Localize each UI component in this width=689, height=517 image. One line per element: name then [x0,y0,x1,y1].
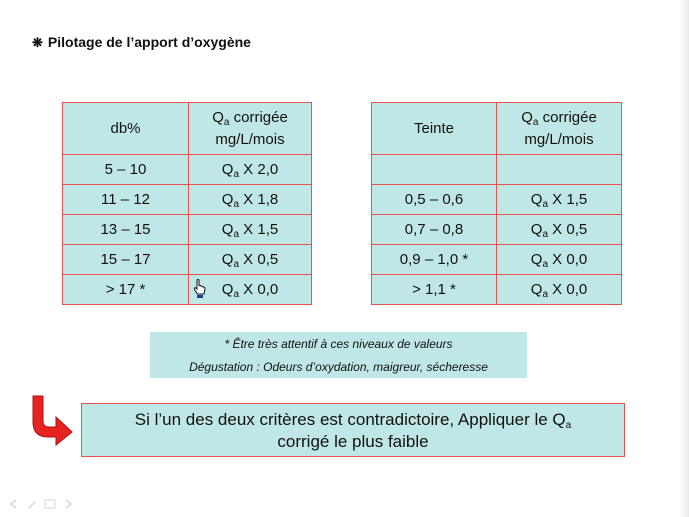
range-cell: 11 – 12 [63,185,189,215]
pen-icon[interactable] [26,497,38,509]
note-line-2: Dégustation : Odeurs d’oxydation, maigreur, sécheresse [189,360,488,374]
header-db: db% [63,103,189,155]
next-slide-icon[interactable] [62,497,74,509]
header-q-rest: corrigée [538,108,597,126]
factor-cell [189,185,312,215]
menu-icon[interactable] [44,497,56,509]
table-row [63,155,312,185]
q-symbol: Q [530,221,543,238]
header-q: Q [212,108,224,126]
table-row [63,245,312,275]
header-unit: mg/L/mois [524,130,594,148]
q-symbol: Q [221,161,234,178]
table-row [372,185,622,215]
table-teinte [371,102,622,305]
factor-cell [497,185,622,215]
hand-cursor-icon [193,279,207,299]
header-q-corrigee [497,103,622,155]
factor-cell [189,215,312,245]
note-box [150,332,527,378]
factor-cell [497,245,622,275]
table-row [63,185,312,215]
header-teinte: Teinte [372,103,497,155]
table-row [372,155,622,185]
factor-cell [189,155,312,185]
table-header-row [63,103,312,155]
prev-slide-icon[interactable] [8,497,20,509]
slide-edge [679,0,689,517]
callout-q-sub: a [565,420,572,431]
header-q: Q [521,108,533,126]
header-q-rest: corrigée [229,108,288,126]
q-sub: a [542,259,549,270]
q-sub: a [233,259,240,270]
q-symbol: Q [530,251,543,268]
q-sub: a [233,229,240,240]
q-sub: a [542,199,549,210]
range-cell: 0,5 – 0,6 [372,185,497,215]
header-unit: mg/L/mois [215,130,285,148]
q-sub: a [233,169,240,180]
factor-value: X 0,5 [239,251,279,268]
q-sub: a [233,199,240,210]
range-cell: 13 – 15 [63,215,189,245]
q-sub: a [233,289,240,300]
factor-value: X 1,5 [239,221,279,238]
factor-cell [497,155,622,185]
table-row [372,215,622,245]
table-db-percent [62,102,312,305]
gear-bullet-icon: ❋ [32,35,43,50]
factor-cell [189,245,312,275]
header-q-sub: a [223,116,230,128]
callout-text-line-2: corrigé le plus faible [277,432,429,451]
factor-value: X 0,0 [548,281,588,298]
factor-value: X 0,5 [548,221,588,238]
range-cell [372,155,497,185]
header-q-corrigee [189,103,312,155]
range-cell: 5 – 10 [63,155,189,185]
factor-value: X 2,0 [239,161,279,178]
note-line-1: * Être très attentif à ces niveaux de valeurs [224,337,453,351]
factor-value: X 0,0 [548,251,588,268]
slide-title [32,34,251,51]
rule-callout [81,403,625,457]
factor-cell [497,275,622,305]
range-cell: > 17 * [63,275,189,305]
q-symbol: Q [221,281,234,298]
q-symbol: Q [221,251,234,268]
table-row [372,245,622,275]
q-symbol: Q [530,281,543,298]
factor-cell [497,215,622,245]
q-sub: a [542,229,549,240]
factor-value: X 1,8 [239,191,279,208]
q-symbol: Q [221,191,234,208]
table-row [63,275,312,305]
table-header-row [372,103,622,155]
header-q-sub: a [532,116,539,128]
q-sub: a [542,289,549,300]
curved-arrow-icon [30,394,74,446]
slide-title-text: Pilotage de l’apport d’oxygène [47,34,251,50]
callout-text: Si l’un des deux critères est contradictoire, Appliquer le Q [134,410,566,429]
range-cell: 15 – 17 [63,245,189,275]
table-row [63,215,312,245]
factor-value: X 0,0 [239,281,279,298]
range-cell: > 1,1 * [372,275,497,305]
factor-value: X 1,5 [548,191,588,208]
q-symbol: Q [221,221,234,238]
range-cell: 0,9 – 1,0 * [372,245,497,275]
slideshow-toolbar [8,497,74,509]
table-row [372,275,622,305]
q-symbol: Q [530,191,543,208]
range-cell: 0,7 – 0,8 [372,215,497,245]
